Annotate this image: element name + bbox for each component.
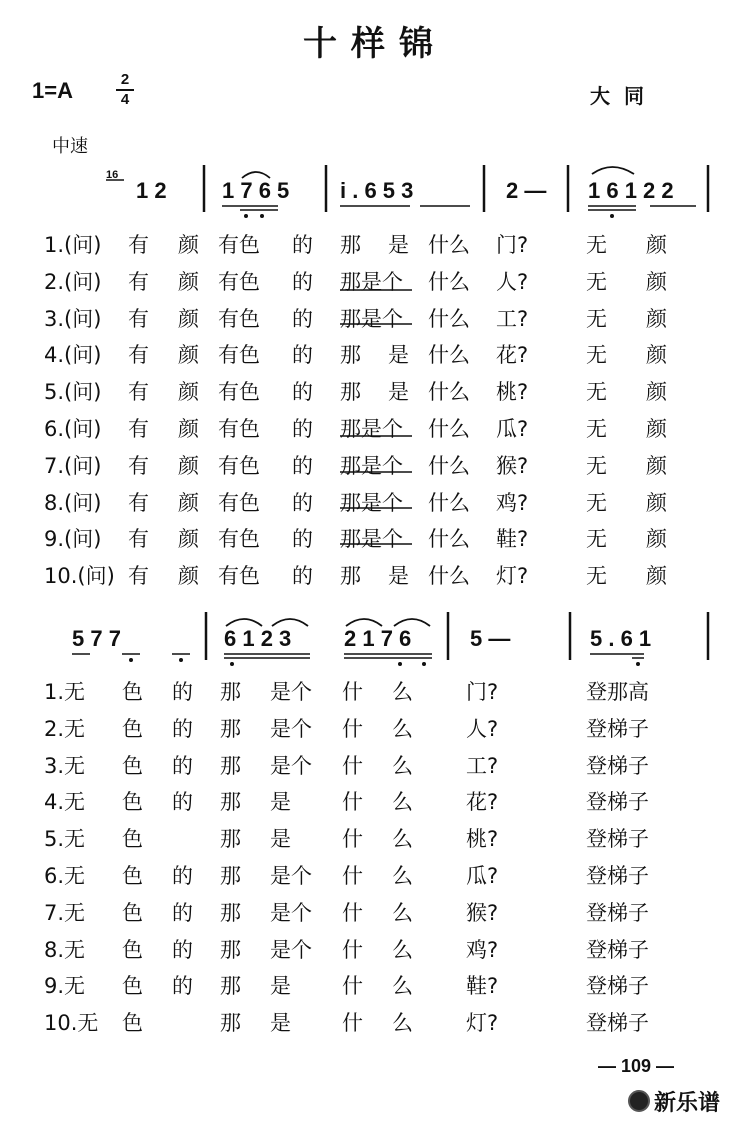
- line1-cell: 什么: [428, 453, 470, 478]
- line1-cell: 什么: [428, 269, 470, 294]
- line1-cell: 那是个: [340, 527, 403, 552]
- line2-cell: 么: [392, 716, 413, 741]
- line2-cell: 么: [392, 937, 413, 962]
- line2-cell: 那: [220, 716, 241, 741]
- line2-cell: 的: [172, 680, 193, 704]
- line2-cell: 什: [342, 716, 363, 741]
- line2-cell: 是: [270, 827, 291, 852]
- time-signature-bottom: 4: [120, 91, 130, 108]
- line1-cell: 颜: [178, 527, 199, 552]
- line2-cell: 是个: [270, 716, 312, 741]
- line1-cell: 猴?: [496, 453, 529, 478]
- line2-cell: 那: [220, 680, 241, 704]
- line2-cell: 门?: [466, 680, 499, 704]
- tempo-marking: 中速: [52, 136, 88, 157]
- line2-cell: 什: [342, 753, 363, 778]
- line1-cell: 瓜?: [496, 417, 529, 441]
- line1-cell: 那是个: [340, 417, 403, 441]
- line1-cell: 有色: [218, 269, 260, 294]
- line1-cell: 无: [586, 453, 607, 478]
- line1-cell: 4.(问): [44, 343, 102, 368]
- line2-cell: 是: [270, 790, 291, 815]
- line1-cell: 无: [586, 306, 607, 331]
- line2-cell: 色: [122, 900, 143, 925]
- line2-cell: 8.无: [44, 937, 86, 962]
- page-number: — 109 —: [598, 1056, 675, 1076]
- line1-cell: 什么: [428, 343, 470, 368]
- line1-cell: 有: [128, 564, 149, 589]
- line2-cell: 么: [392, 1011, 413, 1036]
- line1-cell: 鞋?: [496, 527, 529, 552]
- line1-cell: 颜: [646, 490, 667, 515]
- line1-cell: 无: [586, 417, 607, 441]
- line1-cell: 颜: [178, 417, 199, 441]
- watermark-text: 新乐谱: [654, 1091, 721, 1116]
- line2-cell: 4.无: [44, 790, 86, 815]
- line1-cell: 无: [586, 380, 607, 405]
- line1-cell: 工?: [496, 306, 529, 331]
- line1-cell: 有色: [218, 453, 260, 478]
- line1-cell: 有色: [218, 527, 260, 552]
- line1-cell: 颜: [646, 564, 667, 589]
- line1-cell: 的: [292, 343, 313, 368]
- line2-cell: 么: [392, 900, 413, 925]
- line1-cell: 颜: [178, 269, 199, 294]
- line1-cell: 那: [340, 380, 361, 405]
- line2-cell: 桃?: [466, 827, 499, 852]
- line1-cell: 3.(问): [44, 306, 102, 331]
- line1-cell: 那是个: [340, 453, 403, 478]
- line1-cell: 有色: [218, 233, 260, 257]
- line1-cell: 6.(问): [44, 417, 102, 441]
- line2-cell: 是个: [270, 680, 312, 704]
- line2-cell: 瓜?: [466, 864, 499, 888]
- line2-cell: 登梯子: [586, 716, 649, 741]
- line2-cell: 么: [392, 790, 413, 815]
- line2-cell: 那: [220, 827, 241, 852]
- line2-cell: 那: [220, 753, 241, 778]
- vinyl-record-icon: [628, 1090, 650, 1112]
- line2-cell: 色: [122, 827, 143, 852]
- line1-cell: 的: [292, 564, 313, 589]
- line1-cell: 有: [128, 233, 149, 257]
- line1-cell: 什么: [428, 490, 470, 515]
- line2-cell: 5.无: [44, 827, 86, 852]
- line2-cell: 的: [172, 900, 193, 925]
- measure-1-5: 1 6 1 2 2: [588, 178, 674, 203]
- line2-cell: 6.无: [44, 864, 86, 888]
- line1-cell: 人?: [496, 269, 529, 294]
- line2-cell: 的: [172, 753, 193, 778]
- line2-cell: 什: [342, 864, 363, 888]
- line1-cell: 无: [586, 564, 607, 589]
- line1-cell: 颜: [178, 306, 199, 331]
- line2-cell: 那: [220, 790, 241, 815]
- measure-1-3: i . 6 5 3: [340, 178, 414, 203]
- line2-cell: 色: [122, 937, 143, 962]
- line2-cell: 那: [220, 937, 241, 962]
- line1-cell: 颜: [178, 380, 199, 405]
- line1-cell: 的: [292, 417, 313, 441]
- line2-cell: 2.无: [44, 716, 86, 741]
- line1-cell: 桃?: [496, 380, 529, 405]
- line1-cell: 什么: [428, 306, 470, 331]
- line2-cell: 是: [270, 974, 291, 999]
- line1-cell: 无: [586, 490, 607, 515]
- line2-cell: 什: [342, 900, 363, 925]
- line1-cell: 什么: [428, 564, 470, 589]
- line2-cell: 色: [122, 716, 143, 741]
- line2-cell: 的: [172, 790, 193, 815]
- line2-cell: 10.无: [44, 1011, 99, 1036]
- line1-cell: 5.(问): [44, 380, 102, 405]
- line2-cell: 么: [392, 753, 413, 778]
- line2-cell: 是个: [270, 753, 312, 778]
- line2-cell: 登梯子: [586, 864, 649, 888]
- line1-cell: 颜: [178, 233, 199, 257]
- line2-cell: 是个: [270, 900, 312, 925]
- line1-cell: 的: [292, 269, 313, 294]
- line2-cell: 么: [392, 680, 413, 704]
- line1-cell: 那: [340, 233, 361, 257]
- line1-cell: 有色: [218, 306, 260, 331]
- line1-cell: 颜: [646, 380, 667, 405]
- line2-cell: 的: [172, 716, 193, 741]
- line2-cell: 色: [122, 753, 143, 778]
- line1-cell: 的: [292, 233, 313, 257]
- line2-cell: 1.无: [44, 680, 86, 704]
- line1-cell: 是: [388, 233, 409, 257]
- line1-cell: 无: [586, 343, 607, 368]
- line1-cell: 花?: [496, 343, 529, 368]
- line1-cell: 颜: [646, 527, 667, 552]
- line1-cell: 是: [388, 564, 409, 589]
- line2-cell: 什: [342, 937, 363, 962]
- line2-cell: 登梯子: [586, 900, 649, 925]
- line1-cell: 颜: [646, 343, 667, 368]
- line2-cell: 的: [172, 937, 193, 962]
- line1-cell: 的: [292, 527, 313, 552]
- line1-cell: 的: [292, 490, 313, 515]
- line1-cell: 有: [128, 417, 149, 441]
- line1-cell: 有色: [218, 417, 260, 441]
- line2-cell: 登梯子: [586, 1011, 649, 1036]
- measure-1-4: 2 —: [506, 178, 547, 203]
- line2-cell: 什: [342, 790, 363, 815]
- line2-cell: 是: [270, 1011, 291, 1036]
- line1-cell: 什么: [428, 380, 470, 405]
- line1-cell: 那: [340, 343, 361, 368]
- line2-cell: 人?: [466, 716, 499, 741]
- line2-cell: 3.无: [44, 753, 86, 778]
- line1-cell: 的: [292, 380, 313, 405]
- line2-cell: 那: [220, 1011, 241, 1036]
- line1-cell: 颜: [646, 233, 667, 257]
- line1-cell: 颜: [178, 490, 199, 515]
- line2-cell: 什: [342, 974, 363, 999]
- line2-cell: 什: [342, 827, 363, 852]
- line2-cell: 猴?: [466, 900, 499, 925]
- line1-cell: 是: [388, 343, 409, 368]
- line2-cell: 登梯子: [586, 753, 649, 778]
- line2-cell: 那: [220, 864, 241, 888]
- line2-cell: 灯?: [466, 1011, 499, 1036]
- line1-cell: 10.(问): [44, 564, 115, 589]
- line1-cell: 颜: [178, 343, 199, 368]
- line2-cell: 登梯子: [586, 974, 649, 999]
- line1-cell: 有: [128, 453, 149, 478]
- line1-cell: 灯?: [496, 564, 529, 589]
- line1-cell: 那是个: [340, 269, 403, 294]
- line1-cell: 有色: [218, 380, 260, 405]
- line1-cell: 颜: [178, 453, 199, 478]
- line1-cell: 9.(问): [44, 527, 102, 552]
- measure-2-2a: 6 1 2 3: [224, 626, 292, 651]
- line1-cell: 的: [292, 306, 313, 331]
- key-signature: 1=A: [32, 78, 73, 103]
- region-label: 大同: [590, 84, 658, 108]
- line1-cell: 2.(问): [44, 269, 102, 294]
- line2-cell: 是个: [270, 864, 312, 888]
- line2-cell: 那: [220, 900, 241, 925]
- line1-cell: 有: [128, 269, 149, 294]
- line1-cell: 有: [128, 306, 149, 331]
- line2-cell: 鸡?: [466, 937, 499, 962]
- line2-cell: 的: [172, 974, 193, 999]
- line2-cell: 是个: [270, 937, 312, 962]
- line1-cell: 有: [128, 527, 149, 552]
- song-title: 十样锦: [303, 24, 447, 64]
- measure-2-1: 5 7 7: [72, 626, 121, 651]
- line2-cell: 9.无: [44, 974, 86, 999]
- line2-cell: 么: [392, 827, 413, 852]
- measure-1-1: 1 2: [136, 178, 167, 203]
- line1-cell: 颜: [646, 417, 667, 441]
- line1-cell: 1.(问): [44, 233, 102, 257]
- line2-cell: 登梯子: [586, 827, 649, 852]
- line2-cell: 色: [122, 1011, 143, 1036]
- line2-cell: 色: [122, 864, 143, 888]
- line1-cell: 门?: [496, 233, 529, 257]
- line2-cell: 登梯子: [586, 790, 649, 815]
- watermark: [628, 1086, 720, 1117]
- line2-cell: 什: [342, 1011, 363, 1036]
- line1-cell: 7.(问): [44, 453, 102, 478]
- line2-cell: 登梯子: [586, 937, 649, 962]
- line1-cell: 有色: [218, 564, 260, 589]
- line1-cell: 有色: [218, 343, 260, 368]
- line2-cell: 的: [172, 864, 193, 888]
- line2-cell: 么: [392, 864, 413, 888]
- line1-cell: 无: [586, 527, 607, 552]
- line1-cell: 有: [128, 490, 149, 515]
- line1-cell: 颜: [646, 306, 667, 331]
- line1-cell: 那是个: [340, 490, 403, 515]
- line1-cell: 那是个: [340, 306, 403, 331]
- line1-cell: 颜: [646, 269, 667, 294]
- line1-cell: 无: [586, 233, 607, 257]
- line1-cell: 鸡?: [496, 490, 529, 515]
- line1-cell: 那: [340, 564, 361, 589]
- line2-cell: 鞋?: [466, 974, 499, 999]
- line2-cell: 色: [122, 790, 143, 815]
- line1-cell: 有色: [218, 490, 260, 515]
- measure-2-3: 5 —: [470, 626, 511, 651]
- line2-cell: 色: [122, 680, 143, 704]
- measure-1-2: 1 7 6 5: [222, 178, 290, 203]
- line1-cell: 颜: [178, 564, 199, 589]
- line1-cell: 是: [388, 380, 409, 405]
- line2-cell: 么: [392, 974, 413, 999]
- line1-cell: 的: [292, 453, 313, 478]
- measure-2-4: 5 . 6 1: [590, 626, 652, 651]
- line1-cell: 8.(问): [44, 490, 102, 515]
- line1-cell: 有: [128, 380, 149, 405]
- line1-cell: 什么: [428, 417, 470, 441]
- time-signature-top: 2: [120, 71, 130, 88]
- line2-cell: 登那高: [586, 680, 649, 704]
- line1-cell: 什么: [428, 527, 470, 552]
- line2-cell: 那: [220, 974, 241, 999]
- line2-cell: 色: [122, 974, 143, 999]
- line1-cell: 颜: [646, 453, 667, 478]
- measure-2-2b: 2 1 7 6: [344, 626, 412, 651]
- line2-cell: 花?: [466, 790, 499, 815]
- line2-cell: 工?: [466, 753, 499, 778]
- line2-cell: 什: [342, 680, 363, 704]
- line1-cell: 无: [586, 269, 607, 294]
- line1-cell: 有: [128, 343, 149, 368]
- line1-cell: 什么: [428, 233, 470, 257]
- line2-cell: 7.无: [44, 900, 86, 925]
- grace-note: 16: [106, 169, 119, 181]
